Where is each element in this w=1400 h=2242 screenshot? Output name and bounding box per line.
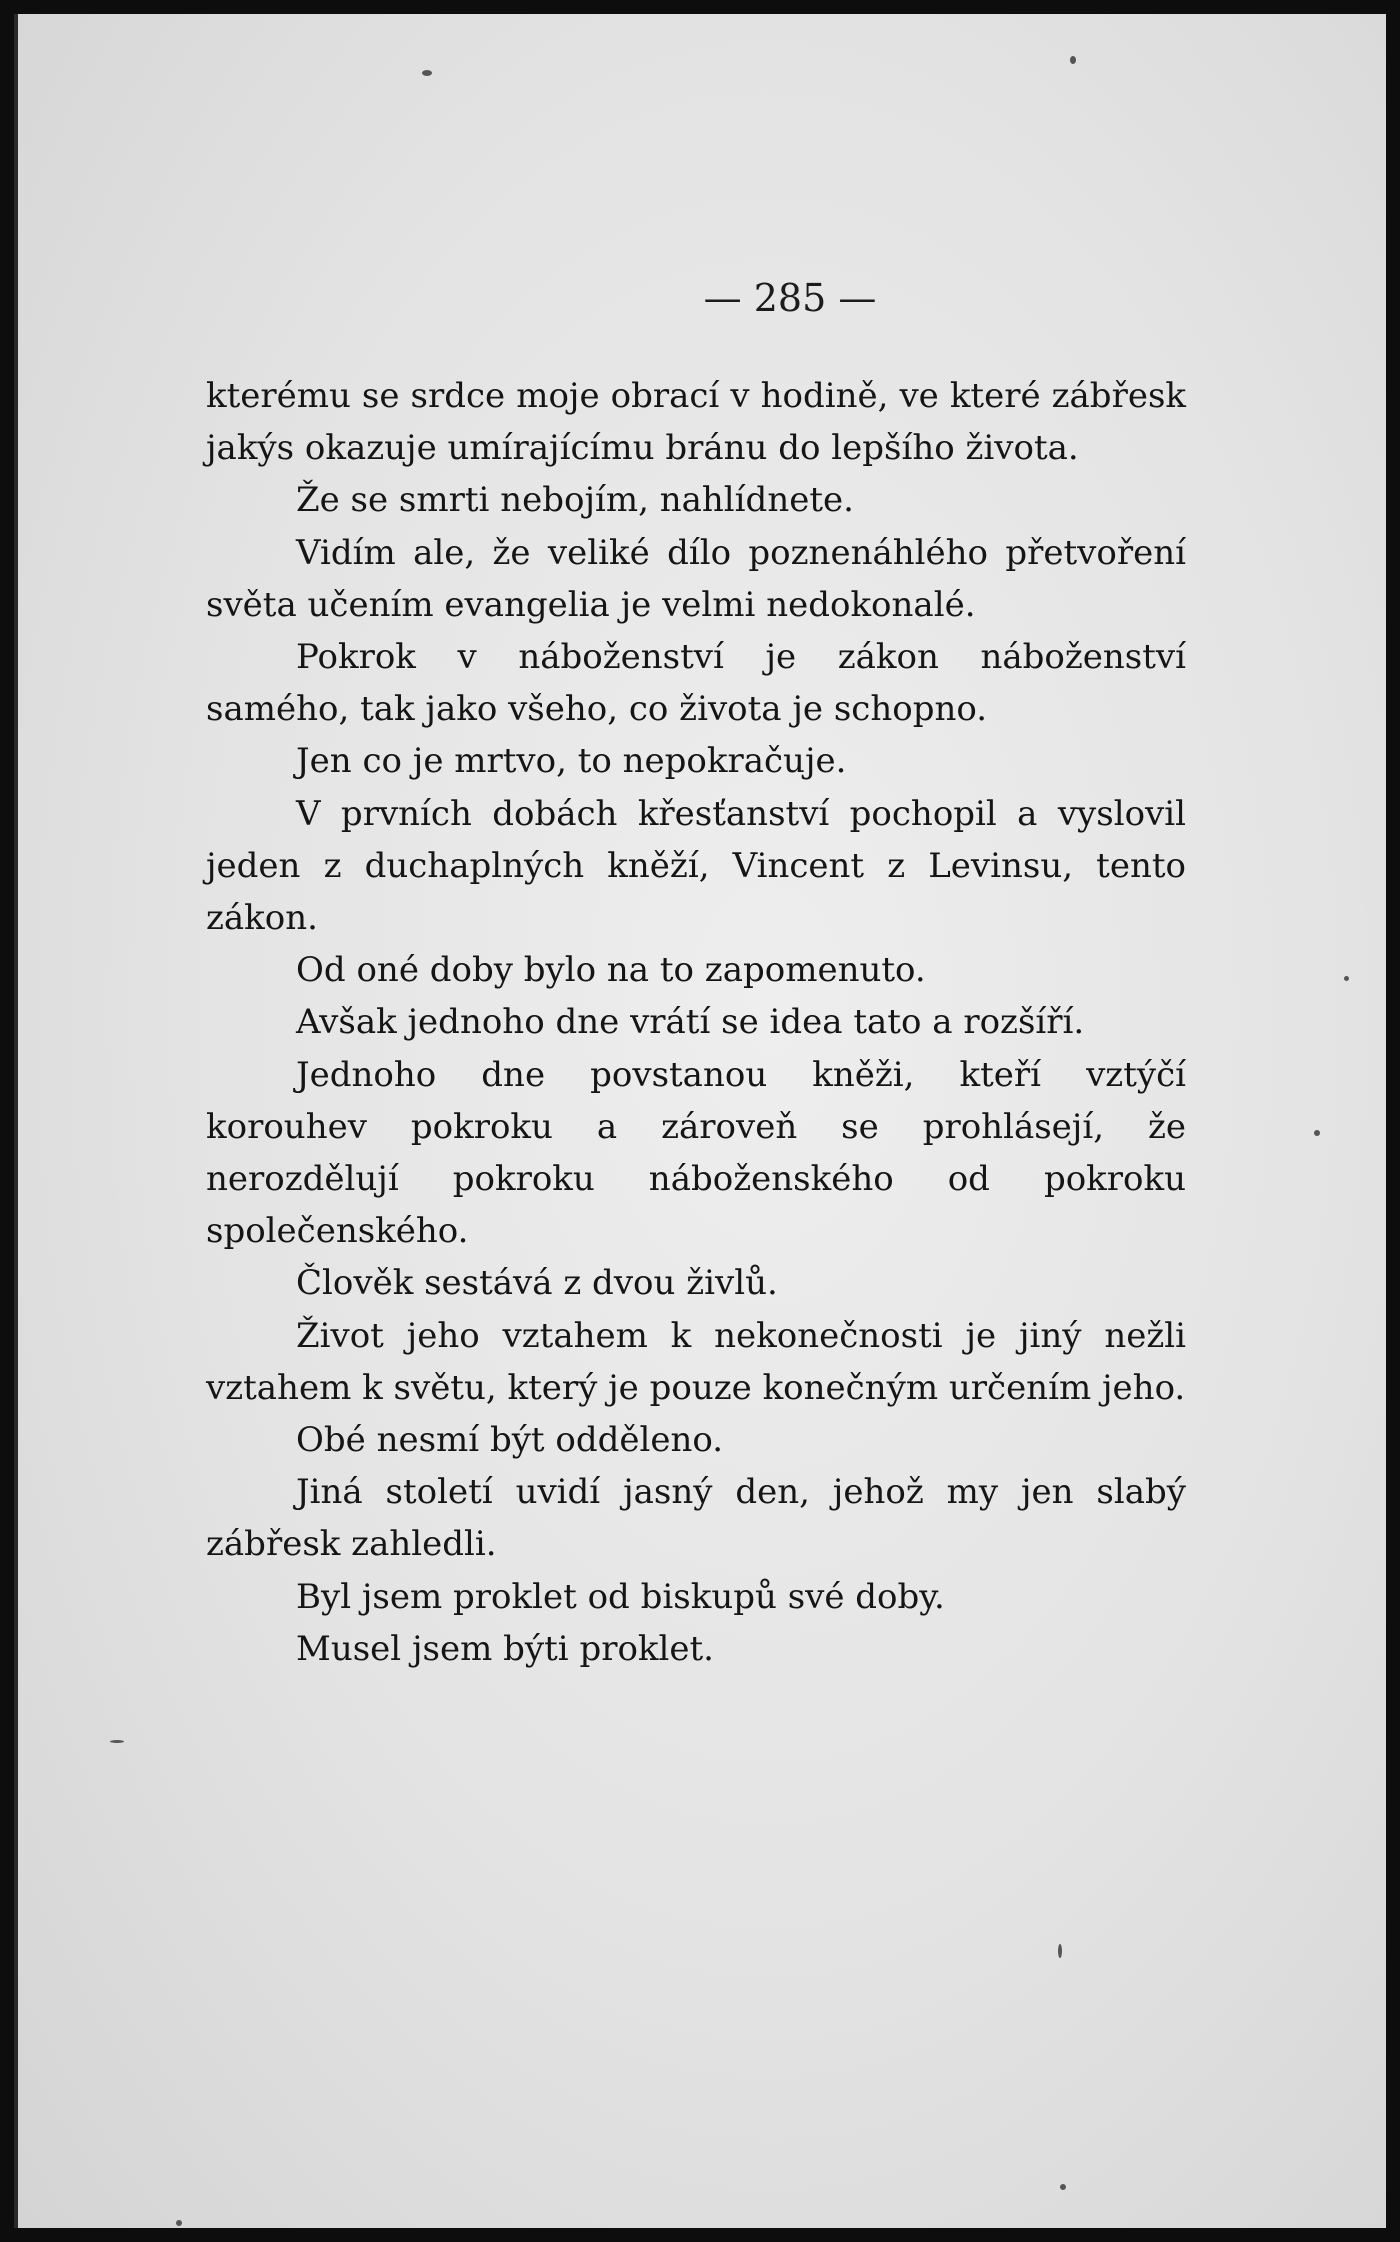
paragraph: Avšak jednoho dne vrátí se idea tato a rozšíří.: [296, 1002, 1085, 1043]
paragraph: Od oné doby bylo na to zapomenuto.: [296, 950, 926, 991]
paragraph: Člověk sestává z dvou živlů.: [296, 1263, 778, 1304]
paragraph: Pokrok v náboženství je zákon náboženství samého, tak jako všeho, co života je schopno.: [206, 637, 1186, 730]
scan-speck: [1060, 2184, 1066, 2190]
scan-speck: [176, 2220, 182, 2226]
paragraph: Musel jsem býti proklet.: [296, 1628, 714, 1669]
paragraph: Byl jsem proklet od biskupů své doby.: [296, 1576, 945, 1617]
paragraph: Obé nesmí být odděleno.: [296, 1420, 724, 1461]
paragraph: Že se smrti nebojím, nahlídnete.: [296, 480, 854, 521]
paragraph: Život jeho vztahem k nekonečnosti je jiný nežli vztahem k světu, který je pouze konečným určením jeho.: [206, 1315, 1186, 1408]
page-number: — 285 —: [703, 276, 877, 320]
scan-speck: [422, 70, 432, 76]
page-binding-edge: [14, 14, 18, 2228]
paragraph: Jednoho dne povstanou kněži, kteří vztýčí korouhev pokroku a zároveň se prohlásejí, že nerozdělují pokroku náboženského od pokroku společenského.: [206, 1054, 1186, 1252]
paragraph: Jen co je mrtvo, to nepokračuje.: [296, 741, 847, 782]
scan-speck: [1070, 56, 1076, 64]
book-page: [14, 14, 1386, 2228]
paragraph: Vidím ale, že veliké dílo poznenáhlého přetvoření světa učením evangelia je velmi nedokonalé.: [206, 532, 1186, 625]
scan-speck: [1058, 1944, 1062, 1958]
scan-speck: [1344, 976, 1349, 981]
scan-speck: [110, 1740, 124, 1743]
page-body-text: [206, 370, 1186, 1675]
paragraph: Jiná století uvidí jasný den, jehož my jen slabý zábřesk zahledli.: [206, 1472, 1186, 1565]
scan-speck: [1314, 1130, 1320, 1136]
paragraph: V prvních dobách křesťanství pochopil a vyslovil jeden z duchaplných kněží, Vincent z Levinsu, tento zákon.: [206, 793, 1186, 939]
paragraph: kterému se srdce moje obrací v hodině, ve které zábřesk jakýs okazuje umírajícímu bránu do lepšího života.: [206, 376, 1186, 469]
